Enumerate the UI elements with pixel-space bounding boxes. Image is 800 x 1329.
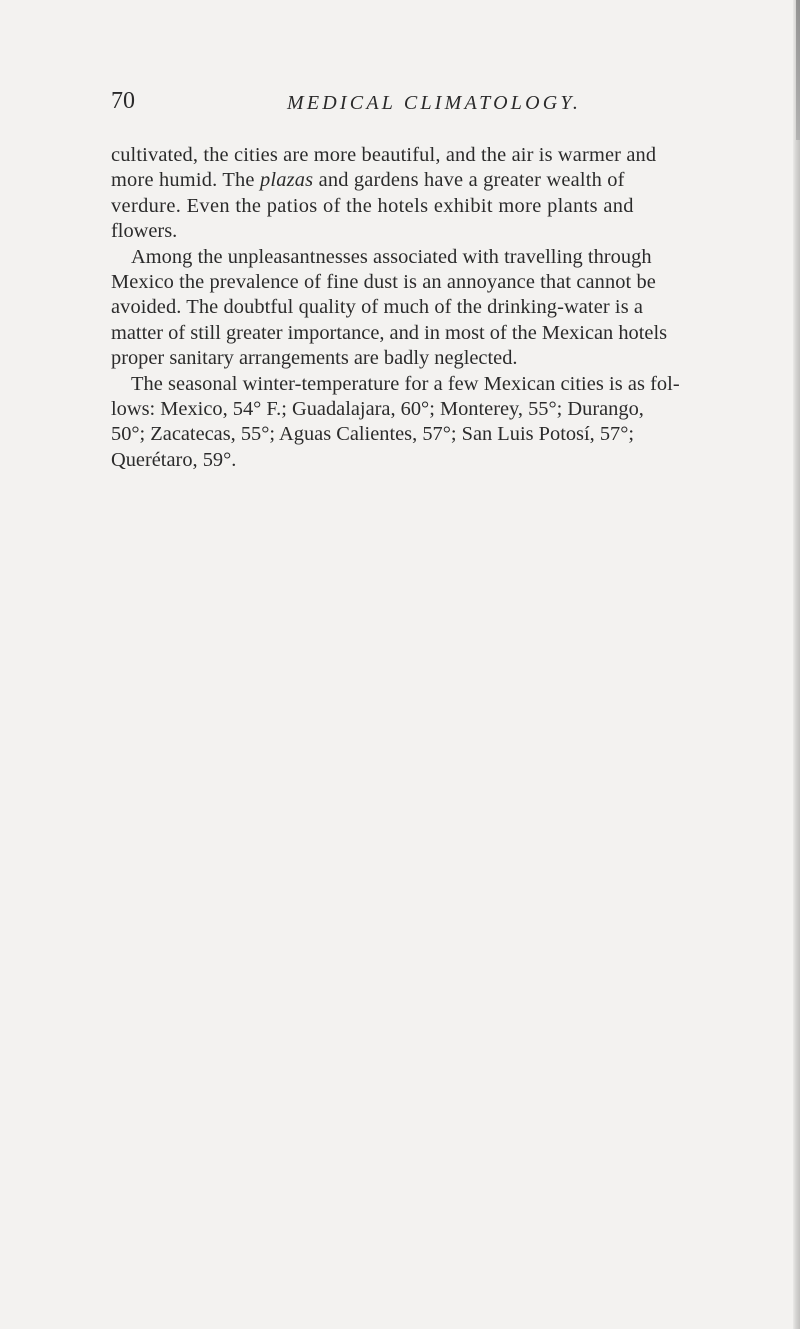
text-line (111, 168, 739, 193)
text-line: 50°; Zacatecas, 55°; Aguas Calientes, 57°; San Luis Potosí, 57°; (111, 423, 635, 446)
text-line: cultivated, the cities are more beautiful, and the air is warmer and (111, 144, 657, 166)
text-line: verdure. Even the patios of the hotels exhibit more plants and (111, 194, 634, 217)
emphasis-plazas: plazas (259, 169, 314, 192)
running-head: MEDICAL CLIMATOLOGY. (287, 92, 582, 114)
paragraph-1 (111, 143, 739, 245)
text-line: Mexico the prevalence of fine dust is an annoyance that cannot be (111, 271, 656, 294)
text-line: The seasonal winter-temperature for a few Mexican cities is as fol- (131, 372, 680, 395)
text-line: Querétaro, 59°. (111, 448, 237, 471)
paragraph-2 (111, 245, 739, 372)
text-line: Among the unpleasantnesses associated with travelling through (131, 245, 652, 268)
text-fragment: more humid. The (111, 169, 260, 192)
text-line: avoided. The doubtful quality of much of the drinking-water is a (111, 296, 644, 319)
text-line: flowers. (111, 220, 178, 243)
paragraph-3 (111, 372, 739, 474)
scan-edge (793, 0, 800, 1329)
text-fragment: and gardens have a greater wealth of (313, 169, 625, 192)
text-line: lows: Mexico, 54° F.; Guadalajara, 60°; Monterey, 55°; Durango, (111, 398, 644, 421)
text-line: matter of still greater importance, and in most of the Mexican hotels (111, 321, 668, 344)
body-text (111, 143, 739, 473)
scan-edge-shadow (796, 0, 800, 140)
page-number: 70 (111, 88, 135, 114)
text-line: proper sanitary arrangements are badly neglected. (111, 347, 518, 370)
page-header (111, 86, 739, 116)
